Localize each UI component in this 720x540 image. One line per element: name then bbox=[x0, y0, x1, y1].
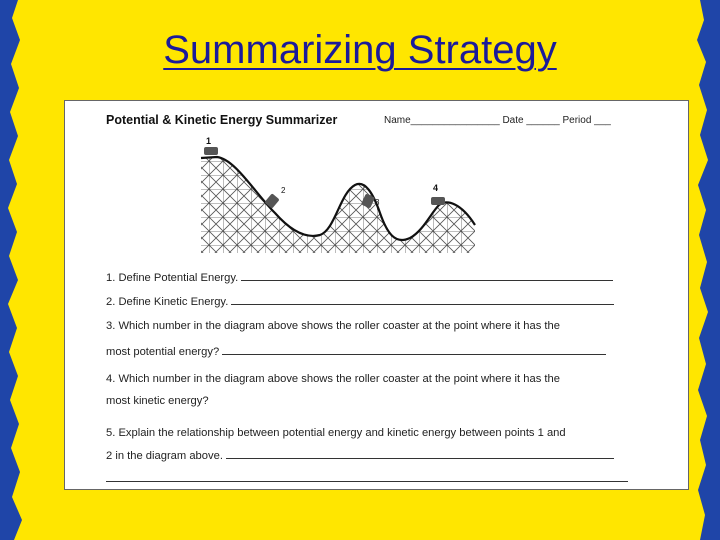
answer-blank bbox=[241, 270, 613, 281]
slide-title: Summarizing Strategy bbox=[163, 28, 557, 72]
coaster-car-4 bbox=[431, 197, 445, 205]
answer-blank bbox=[231, 294, 614, 305]
roller-coaster-diagram bbox=[195, 133, 485, 258]
question-1-text: 1. Define Potential Energy. bbox=[106, 272, 239, 284]
coaster-car-1 bbox=[204, 147, 218, 155]
question-5-text: 2 in the diagram above. bbox=[106, 450, 223, 462]
question-5-line-1: 5. Explain the relationship between potential energy and kinetic energy between points 1 and bbox=[106, 427, 566, 439]
question-4-line-1: 4. Which number in the diagram above shows the roller coaster at the point where it has the bbox=[106, 373, 560, 385]
worksheet-meta: Name________________ Date ______ Period ___ bbox=[384, 115, 611, 126]
answer-line-extra bbox=[106, 481, 628, 482]
question-1 bbox=[106, 270, 613, 284]
question-3-line-1: 3. Which number in the diagram above shows the roller coaster at the point where it has the bbox=[106, 320, 560, 332]
question-2 bbox=[106, 294, 614, 308]
point-label-4: 4 bbox=[433, 183, 439, 193]
question-5-line-2 bbox=[106, 448, 614, 462]
point-label-2: 2 bbox=[281, 186, 286, 195]
question-4-line-2: most kinetic energy? bbox=[106, 395, 209, 407]
point-label-3: 3 bbox=[375, 198, 380, 207]
point-label-1: 1 bbox=[206, 136, 212, 146]
question-3-line-2 bbox=[106, 344, 606, 358]
question-2-text: 2. Define Kinetic Energy. bbox=[106, 296, 229, 308]
question-3-text: most potential energy? bbox=[106, 346, 220, 358]
answer-blank bbox=[222, 344, 606, 355]
answer-blank bbox=[226, 448, 614, 459]
worksheet-title: Potential & Kinetic Energy Summarizer bbox=[106, 113, 338, 127]
worksheet bbox=[64, 100, 689, 490]
